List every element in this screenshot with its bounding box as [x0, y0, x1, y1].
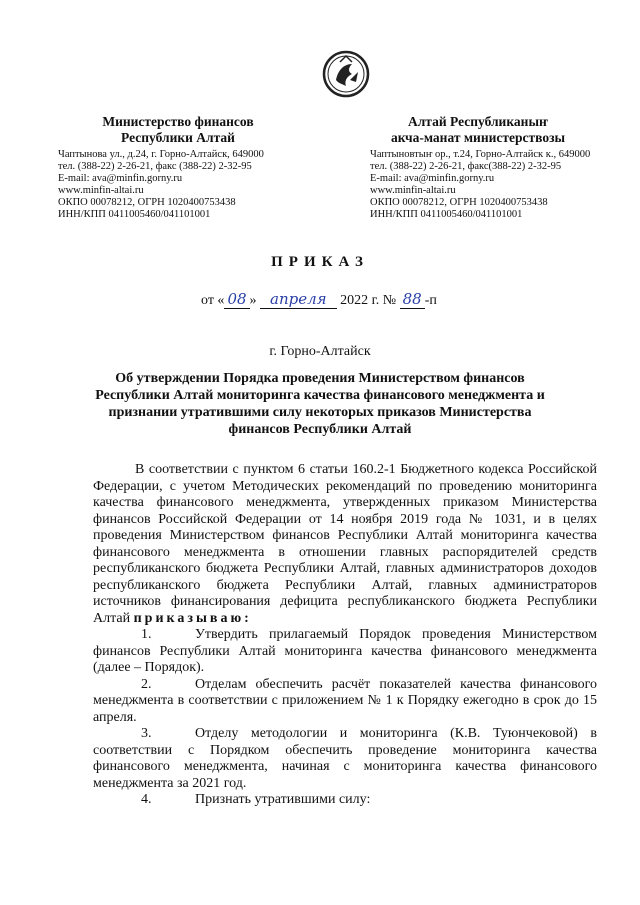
header-right-email: E-mail: ava@minfin.gorny.ru	[370, 173, 495, 184]
list-item-text: Отделам обеспечить расчёт показателей качества финансового менеджмента в соответствии с приложением № 1 к Порядку ежегодно в срок до 15 апреля.	[93, 676, 597, 725]
list-item-text: Признать утратившими силу:	[195, 792, 371, 807]
document-body	[93, 462, 597, 809]
list-item	[93, 792, 597, 809]
date-day-handwritten: 08	[224, 290, 249, 309]
date-prefix: от «	[201, 293, 225, 308]
header-left-title	[58, 114, 298, 146]
header-left-website: www.minfin-altai.ru	[58, 185, 144, 196]
list-item	[93, 677, 597, 727]
list-item-text: Отделу методологии и мониторинга (К.В. Туюнчековой) в соответствии с Порядком обеспечить проведение мониторинга качества финансового менеджмента, начиная с мониторинга качества финансового менеджмента за 2021 год.	[93, 726, 597, 791]
list-item-number: 3.	[141, 726, 152, 741]
list-item	[93, 627, 597, 677]
header-right-address: Чаптыновтыҥ ор., т.24, Горно-Алтайск к., 649000	[370, 149, 591, 160]
header-right-inn: ИНН/КПП 0411005460/041101001	[370, 209, 523, 220]
header-left-info	[58, 149, 264, 221]
header-right-phones: тел. (388-22) 2-26-21, факс(388-22) 2-32-95	[370, 161, 562, 172]
header-right-website: www.minfin-altai.ru	[370, 185, 456, 196]
list-item-number: 4.	[141, 792, 152, 807]
header-left-email: E-mail: ava@minfin.gorny.ru	[58, 173, 183, 184]
document-type: ПРИКАЗ	[271, 254, 369, 270]
list-item-number: 1.	[141, 627, 152, 642]
header-right-title-line2: акча-манат министерствозы	[390, 130, 566, 145]
header-right-title-line1: Алтай Республиканыҥ	[407, 114, 548, 129]
date-year: 2022 г. №	[340, 293, 397, 308]
order-word: приказываю:	[133, 610, 252, 626]
intro-text: В соответствии с пунктом 6 статьи 160.2-1 Бюджетного кодекса Российской Федерации, с учетом Методических рекомендаций по проведению мониторинга качества финансового менеджмента, утвержденных приказом Министерства финансов Российской Федерации от 14 ноября 2019 года № 1031, и в целях проведения Министерством финансов Республики Алтай мониторинга качества финансового менеджмента в отношении главных распорядителей средств республиканского бюджета Республики Алтай, главных администраторов доходов республиканского бюджета Республики Алтай, главных администраторов источников финансирования дефицита республиканского бюджета Республики Алтай	[93, 462, 597, 626]
header-left-title-line1: Министерство финансов	[102, 114, 254, 129]
header-left-phones: тел. (388-22) 2-26-21, факс (388-22) 2-32-95	[58, 161, 252, 172]
document-city: г. Горно-Алтайск	[269, 344, 371, 359]
header-right-info	[370, 149, 590, 221]
document-number-suffix: -п	[424, 293, 437, 308]
header-right-okpo: ОКПО 00078212, ОГРН 1020400753438	[370, 197, 548, 208]
header-left-okpo: ОКПО 00078212, ОГРН 1020400753438	[58, 197, 236, 208]
date-mid: »	[249, 293, 257, 308]
republic-altai-emblem-icon	[322, 50, 370, 98]
document-title: Об утверждении Порядка проведения Министерством финансов Республики Алтай мониторинга качества финансового менеджмента и признании утратившими силу некоторых приказов Министерства финансов Республики Алтай	[95, 371, 545, 437]
list-item-number: 2.	[141, 676, 152, 692]
header-right-title	[348, 114, 608, 146]
document-number-handwritten: 88	[400, 290, 425, 309]
header-left-title-line2: Республики Алтай	[121, 130, 235, 145]
intro-paragraph	[93, 462, 597, 627]
list-item-text: Утвердить прилагаемый Порядок проведения Министерством финансов Республики Алтай мониторинга качества финансового менеджмента (далее – Порядок).	[93, 627, 597, 675]
date-month-handwritten: апреля	[260, 290, 337, 309]
header-left-address: Чаптынова ул., д.24, г. Горно-Алтайск, 649000	[58, 149, 264, 160]
document-date-line	[201, 290, 437, 309]
header-left-inn: ИНН/КПП 0411005460/041101001	[58, 209, 211, 220]
list-item	[93, 726, 597, 792]
